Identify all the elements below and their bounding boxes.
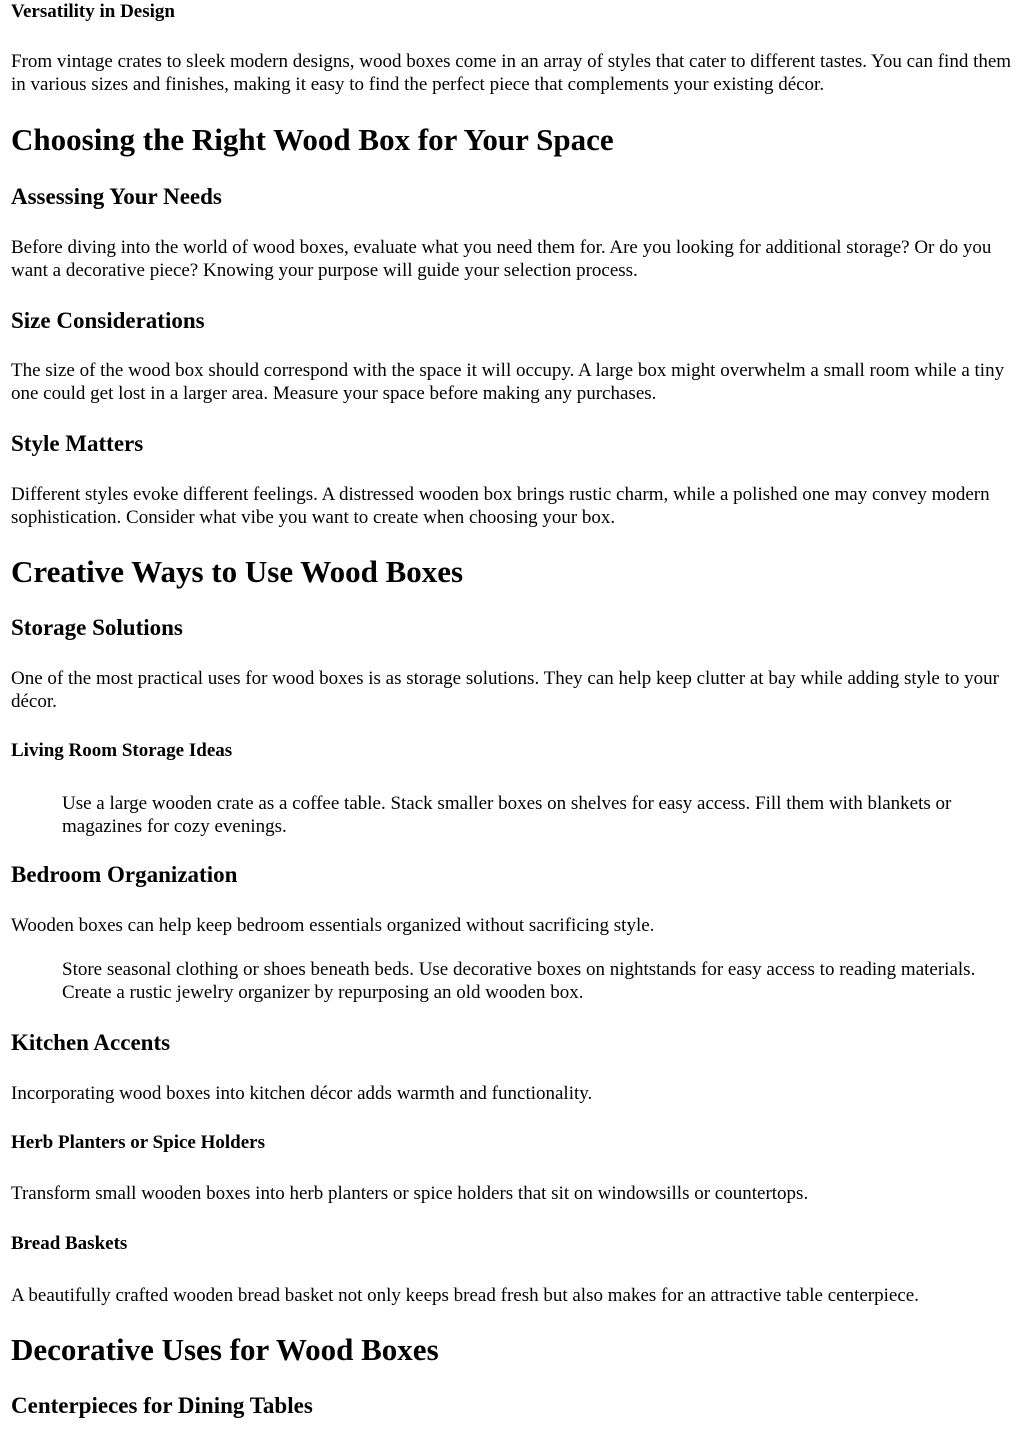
heading-versatility-in-design: Versatility in Design [11,1,175,22]
paragraph-storage-solutions: One of the most practical uses for wood boxes is as storage solutions. They can help keep clutter at bay while adding style to your décor. [11,668,999,712]
paragraph-herb-planters: Transform small wooden boxes into herb planters or spice holders that sit on windowsills or countertops. [11,1183,809,1204]
paragraph-bedroom-organization: Wooden boxes can help keep bedroom essentials organized without sacrificing style. [11,915,655,936]
paragraph-assessing-needs: Before diving into the world of wood boxes, evaluate what you need them for. Are you looking for additional storage? Or do you want a decorative piece? Knowing your purpose will guide your selection process. [11,237,992,281]
heading-bedroom-organization: Bedroom Organization [11,862,238,887]
heading-choosing-wood-box: Choosing the Right Wood Box for Your Space [11,122,614,157]
blockquote-bedroom-ideas: Store seasonal clothing or shoes beneath beds. Use decorative boxes on nightstands for easy access to reading materials. Create a rustic jewelry organizer by repurposing an old wooden box. [62,959,976,1003]
heading-herb-planters: Herb Planters or Spice Holders [11,1132,266,1153]
heading-style-matters: Style Matters [11,431,144,456]
paragraph-size-considerations: The size of the wood box should correspond with the space it will occupy. A large box might overwhelm a small room while a tiny one could get lost in a larger area. Measure your space before making any purchases. [11,360,1005,404]
paragraph-versatility: From vintage crates to sleek modern designs, wood boxes come in an array of styles that cater to different tastes. You can find them in various sizes and finishes, making it easy to find the perfect piece that complements your existing décor. [11,51,1012,95]
blockquote-living-room-ideas: Use a large wooden crate as a coffee table. Stack smaller boxes on shelves for easy access. Fill them with blankets or magazines for cozy evenings. [62,793,952,837]
paragraph-kitchen-accents: Incorporating wood boxes into kitchen décor adds warmth and functionality. [11,1083,593,1104]
heading-kitchen-accents: Kitchen Accents [11,1030,171,1055]
heading-assessing-needs: Assessing Your Needs [11,184,222,209]
heading-storage-solutions: Storage Solutions [11,615,183,640]
heading-centerpieces-dining: Centerpieces for Dining Tables [11,1393,313,1418]
heading-living-room-storage: Living Room Storage Ideas [11,740,233,761]
heading-decorative-uses: Decorative Uses for Wood Boxes [11,1332,439,1367]
heading-creative-ways: Creative Ways to Use Wood Boxes [11,554,464,589]
heading-size-considerations: Size Considerations [11,308,205,333]
heading-bread-baskets: Bread Baskets [11,1233,128,1254]
paragraph-style-matters: Different styles evoke different feelings. A distressed wooden box brings rustic charm, while a polished one may convey modern sophistication. Consider what vibe you want to create when choosing your box. [11,484,990,528]
paragraph-bread-baskets: A beautifully crafted wooden bread basket not only keeps bread fresh but also makes for an attractive table centerpiece. [11,1285,919,1306]
